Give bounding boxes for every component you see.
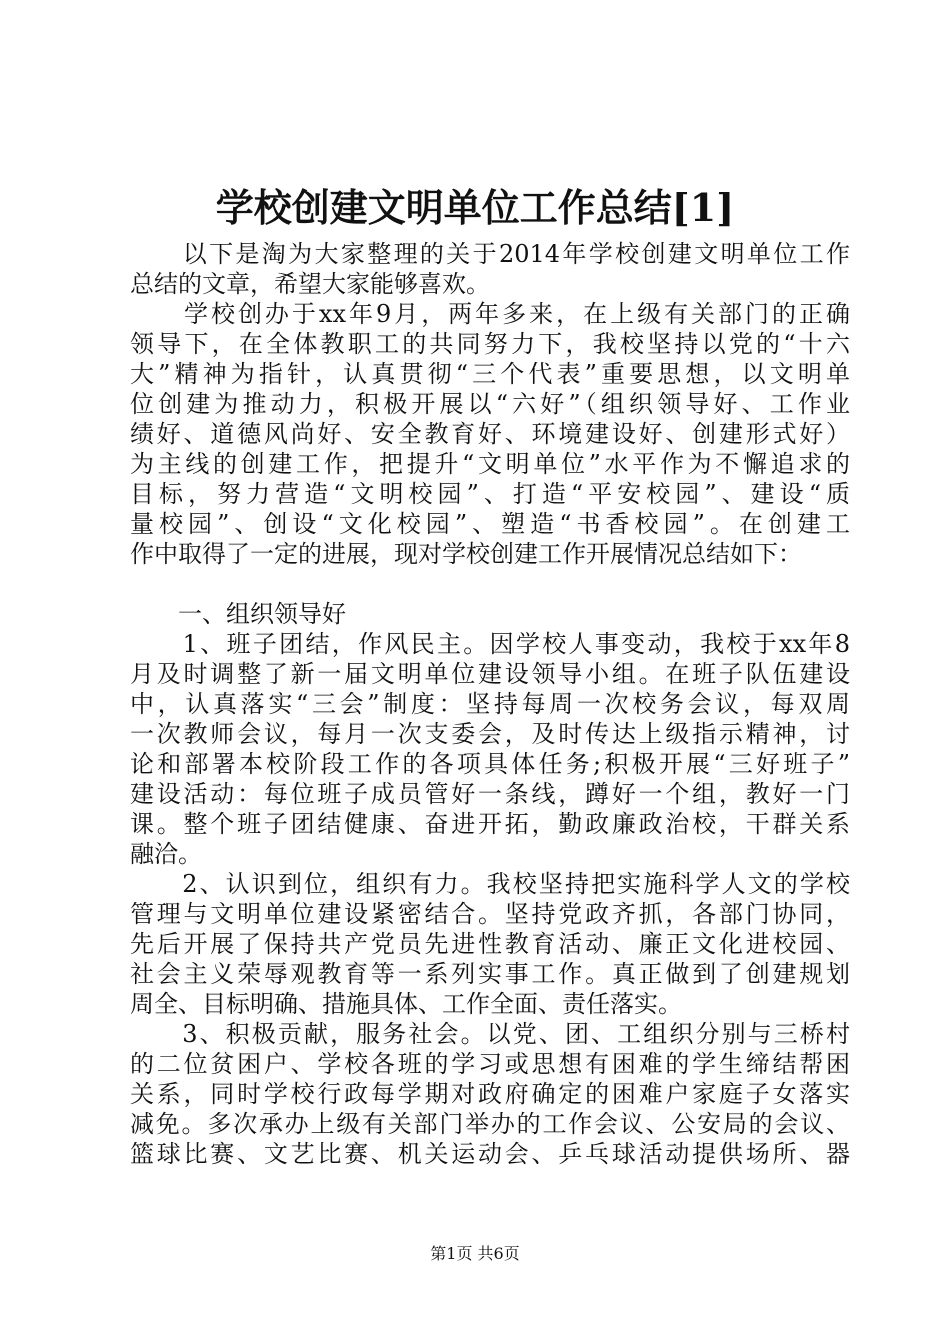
- body-text-line: 总结的文章，希望大家能够喜欢。: [130, 270, 490, 298]
- body-text-line: 社会主义荣辱观教育等一系列实事工作。真正做到了创建规划: [130, 960, 850, 988]
- page-number-footer: 第1页 共6页: [430, 1244, 520, 1263]
- body-text-line: 管理与文明单位建设紧密结合。坚持党政齐抓，各部门协同，: [130, 900, 850, 928]
- body-text-line: 3、积极贡献，服务社会。以党、团、工组织分别与三桥村: [130, 1020, 850, 1048]
- body-text-line: 建设活动：每位班子成员管好一条线，蹲好一个组，教好一门: [130, 780, 850, 808]
- body-text-line: 融洽。: [130, 840, 202, 868]
- body-text-line: 领导下，在全体教职工的共同努力下，我校坚持以党的“十六: [130, 330, 850, 358]
- body-text-line: 一、组织领导好: [130, 600, 346, 628]
- body-text-line: 量校园”、创设“文化校园”、塑造“书香校园”。在创建工: [130, 510, 850, 538]
- body-text-line: 为主线的创建工作，把提升“文明单位”水平作为不懈追求的: [130, 450, 850, 478]
- body-text-line: 课。整个班子团结健康、奋进开拓，勤政廉政治校，干群关系: [130, 810, 850, 838]
- body-text-line: 篮球比赛、文艺比赛、机关运动会、乒乓球活动提供场所、器: [130, 1140, 850, 1168]
- body-text-line: 1、班子团结，作风民主。因学校人事变动，我校于xx年8: [130, 630, 850, 658]
- body-text-line: 关系，同时学校行政每学期对政府确定的困难户家庭子女落实: [130, 1080, 850, 1108]
- body-text-line: 目标，努力营造“文明校园”、打造“平安校园”、建设“质: [130, 480, 850, 508]
- body-text-line: 学校创办于xx年9月，两年多来，在上级有关部门的正确: [130, 300, 850, 328]
- body-text-line: 的二位贫困户、学校各班的学习或思想有困难的学生缔结帮困: [130, 1050, 850, 1078]
- body-text-line: 周全、目标明确、措施具体、工作全面、责任落实。: [130, 990, 682, 1018]
- body-text-line: 先后开展了保持共产党员先进性教育活动、廉正文化进校园、: [130, 930, 850, 958]
- body-text-line: 绩好、道德风尚好、安全教育好、环境建设好、创建形式好）: [130, 420, 850, 448]
- body-text-line: 月及时调整了新一届文明单位建设领导小组。在班子队伍建设: [130, 660, 850, 688]
- body-text-line: 作中取得了一定的进展，现对学校创建工作开展情况总结如下：: [130, 540, 802, 568]
- body-text-line: 论和部署本校阶段工作的各项具体任务;积极开展“三好班子”: [130, 750, 850, 778]
- body-text-line: 位创建为推动力，积极开展以“六好”（组织领导好、工作业: [130, 390, 850, 418]
- body-text-line: 减免。多次承办上级有关部门举办的工作会议、公安局的会议、: [130, 1110, 850, 1138]
- body-text-line: 以下是淘为大家整理的关于2014年学校创建文明单位工作: [130, 240, 850, 268]
- body-text-line: 中，认真落实“三会”制度：坚持每周一次校务会议，每双周: [130, 690, 850, 718]
- body-text-line: 2、认识到位，组织有力。我校坚持把实施科学人文的学校: [130, 870, 850, 898]
- body-text-line: 一次教师会议，每月一次支委会，及时传达上级指示精神，讨: [130, 720, 850, 748]
- document-title: 学校创建文明单位工作总结[1]: [215, 185, 735, 230]
- body-text-line: 大”精神为指针，认真贯彻“三个代表”重要思想，以文明单: [130, 360, 850, 388]
